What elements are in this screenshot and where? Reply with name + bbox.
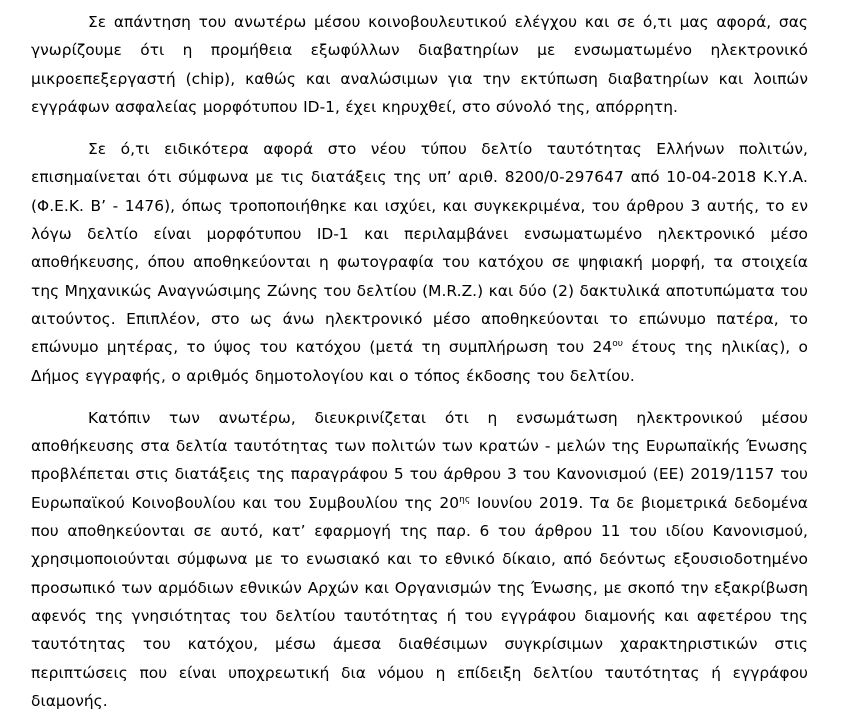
- paragraph-2-text-end: έτους της ηλικίας), ο Δήμος εγγραφής, ο αριθμός δημοτολογίου και ο τόπος έκδοσης του δελτίου.: [31, 338, 808, 385]
- ordinal-superscript-20th: ης: [459, 494, 471, 505]
- ordinal-superscript-24th: ου: [612, 339, 624, 350]
- paragraph-3-text-start: Κατόπιν των ανωτέρω, διευκρινίζεται ότι η ενσωμάτωση ηλεκτρονικού μέσου αποθήκευσης στα δελτία ταυτότητας των πολιτών των κρατών - μελών της Ευρωπαϊκής Ένωσης προβλέπεται στις διατάξεις της παραγράφου 5 του άρθρου 3 του Κανονισμού (ΕΕ) 2019/1157 του Ευρωπαϊκού Κοινοβουλίου και του Συμβουλίου της 20: [31, 408, 808, 512]
- paragraph-1-text: Σε απάντηση του ανωτέρω μέσου κοινοβουλευτικού ελέγχου και σε ό,τι μας αφορά, σας γνωρίζουμε ότι η προμήθεια εξωφύλλων διαβατηρίων με ενσωματωμένο ηλεκτρονικό μικροεπεξεργαστή (chip), καθώς και αναλώσιμων για την εκτύπωση διαβατηρίων και λοιπών εγγράφων ασφαλείας μορφότυπου ID-1, έχει κηρυχθεί, στο σύνολό της, απόρρητη.: [31, 13, 808, 116]
- paragraph-passport-procurement: [31, 8, 808, 121]
- paragraph-id-card-storage: [31, 135, 808, 390]
- paragraph-3-text-end: Ιουνίου 2019. Τα δε βιομετρικά δεδομένα που αποθηκεύονται σε αυτό, κατ’ εφαρμογή της παρ. 6 του άρθρου 11 του ιδίου Κανονισμού, χρησιμοποιούνται σύμφωνα με το ενωσιακό και το εθνικό δίκαιο, από δεόντως εξουσιοδοτημένο προσωπικό των αρμόδιων εθνικών Αρχών και Οργανισμών της Ένωσης, με σκοπό την εξακρίβωση αφενός της γνησιότητας του δελτίου ταυτότητας ή του εγγράφου διαμονής και αφετέρου της ταυτότητας του κατόχου, μέσω άμεσα διαθέσιμων συγκρίσιμων χαρακτηριστικών στις περιπτώσεις που είναι υποχρεωτική δια νόμου η επίδειξη δελτίου ταυτότητας ή εγγράφου διαμονής.: [31, 493, 808, 710]
- paragraph-eu-regulation: [31, 404, 808, 715]
- paragraph-2-text-start: Σε ό,τι ειδικότερα αφορά στο νέου τύπου δελτίο ταυτότητας Ελλήνων πολιτών, επισημαίνεται ότι σύμφωνα με τις διατάξεις της υπ’ αριθ. 8200/0-297647 από 10-04-2018 Κ.Υ.Α. (Φ.Ε.Κ. Β’ - 1476), όπως τροποποιήθηκε και ισχύει, και συγκεκριμένα, του άρθρου 3 αυτής, το εν λόγω δελτίο είναι μορφότυπου ID-1 και περιλαμβάνει ενσωματωμένο ηλεκτρονικό μέσο αποθήκευσης, όπου αποθηκεύονται η φωτογραφία του κατόχου σε ψηφιακή μορφή, τα στοιχεία της Μηχανικώς Αναγνώσιμης Ζώνης του δελτίου (M.R.Z.) και δύο (2) δακτυλικά αποτυπώματα του αιτούντος. Επιπλέον, στο ως άνω ηλεκτρονικό μέσο αποθηκεύονται το επώνυμο πατέρα, το επώνυμο μητέρας, το ύψος του κατόχου (μετά τη συμπλήρωση του 24: [31, 140, 808, 357]
